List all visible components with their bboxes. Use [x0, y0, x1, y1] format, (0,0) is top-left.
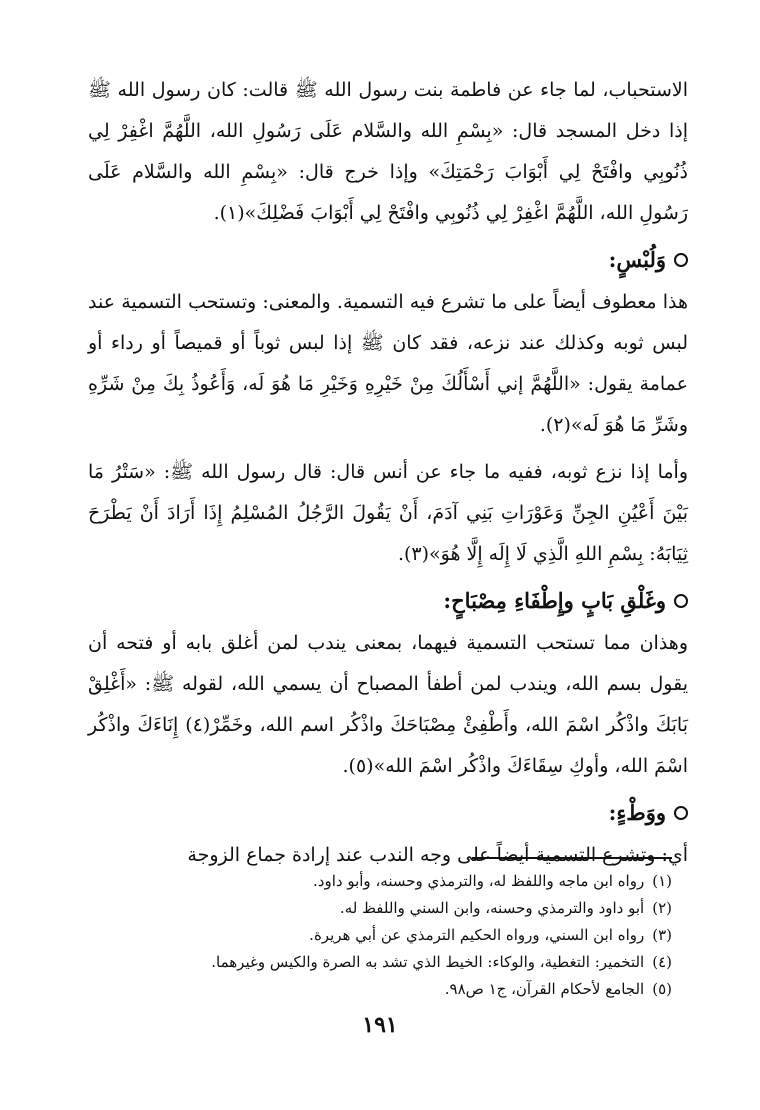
- footnote-number: (٥): [652, 980, 672, 998]
- footnote-number: (٢): [652, 899, 672, 917]
- footnote-text: الجامع لأحكام القرآن، ج١ ص٩٨.: [444, 980, 645, 998]
- heading-intercourse: [88, 791, 688, 835]
- footnote-text: أبو داود والترمذي وحسنه، وابن السني واللفظ له.: [339, 899, 645, 917]
- footnote-item: [112, 922, 672, 949]
- circle-bullet-icon: [674, 806, 688, 820]
- paragraph-removing: وأما إذا نزع ثوبه، ففيه ما جاء عن أنس قال: قال رسول الله ﷺ: «سَتْرُ مَا بَيْنَ أَعْيُنِ الجِنِّ وَعَوْرَاتِ بَنِي آدَمَ، أَنْ يَقُولَ الرَّجُلُ المُسْلِمُ إِذَا أَرَادَ أَنْ يَطْرَحَ ثِيَابَهُ: بِسْمِ اللهِ الَّذِي لَا إِلَه إِلَّا هُوَ»(٣).: [88, 461, 688, 565]
- footnote-item: [112, 976, 672, 1003]
- heading-door-lamp: [88, 579, 688, 623]
- paragraph-door-lamp: وهذان مما تستحب التسمية فيهما، بمعنى يندب لمن أغلق بابه أو فتحه أن يقول بسم الله، ويندب لمن أطفأ المصباح أن يسمي الله، لقوله ﷺ: «أَغْلِقْ بَابَكَ واذْكُر اسْمَ الله، وأَطْفِئْ مِصْبَاحَكَ واذْكُر اسم الله، وخَمِّرْ(٤) إِنَاءَكَ واذْكُر اسْمَ الله، وأوكِ سِقَاءَكَ واذْكُر اسْمَ الله»(٥).: [88, 632, 688, 777]
- footnote-item: [112, 895, 672, 922]
- heading-wearing-label: وَلُبْسٍ:: [608, 247, 666, 272]
- footnote-number: (٣): [652, 926, 672, 944]
- circle-bullet-icon: [674, 253, 688, 267]
- footnote-item: [112, 949, 672, 976]
- paragraph-intro: الاستحباب، لما جاء عن فاطمة بنت رسول الله ﷺ قالت: كان رسول الله ﷺ إذا دخل المسجد قال: «بِسْمِ الله والسَّلام عَلَى رَسُولِ الله، اللَّهُمَّ اغْفِرْ لِي ذُنُوبِي وافْتَحْ لِي أَبْوَابَ رَحْمَتِكَ» وإذا خرج قال: «بِسْمِ الله والسَّلام عَلَى رَسُولِ الله، اللَّهُمَّ اغْفِرْ لِي ذُنُوبِي وافْتَحْ لِي أَبْوَابَ فَضْلِكَ»(١).: [88, 79, 688, 224]
- circle-bullet-icon: [674, 594, 688, 608]
- heading-intercourse-label: ووَطْءٍ:: [608, 800, 666, 825]
- paragraph-wearing: هذا معطوف أيضاً على ما تشرع فيه التسمية. والمعنى: وتستحب التسمية عند لبس ثوبه وكذلك عند نزعه، فقد كان ﷺ إذا لبس ثوباً أو قميصاً أو رداء أو عمامة يقول: «اللَّهُمَّ إني أَسْأَلُكَ مِنْ خَيْرِهِ وَخَيْرِ مَا هُوَ لَه، وَأَعُوذُ بِكَ مِنْ شَرِّهِ وشَرِّ مَا هُوَ لَه»(٢).: [88, 291, 688, 436]
- footnote-item: [112, 868, 672, 895]
- footnote-number: (٤): [652, 953, 672, 971]
- footnote-divider: [472, 857, 672, 859]
- page-number: ١٩١: [362, 1012, 398, 1038]
- heading-wearing: [88, 238, 688, 282]
- footnote-text: رواه ابن ماجه واللفظ له، والترمذي وحسنه، وأبو داود.: [313, 872, 645, 890]
- footnote-text: رواه ابن السني، ورواه الحكيم الترمذي عن أبي هريرة.: [309, 926, 645, 944]
- footnote-number: (١): [652, 872, 672, 890]
- paragraph-intercourse: أي: وتشرع التسمية أيضاً على وجه الندب عند إرادة جماع الزوجة: [187, 844, 688, 866]
- heading-door-lamp-label: وغَلْقِ بَابٍ وإِطْفَاءِ مِصْبَاحٍ:: [443, 588, 666, 613]
- footnote-text: التخمير: التغطية، والوكاء: الخيط الذي تشد به الصرة والكيس وغيرهما.: [211, 953, 645, 971]
- page-body: [88, 70, 688, 876]
- footnotes: [112, 868, 672, 1003]
